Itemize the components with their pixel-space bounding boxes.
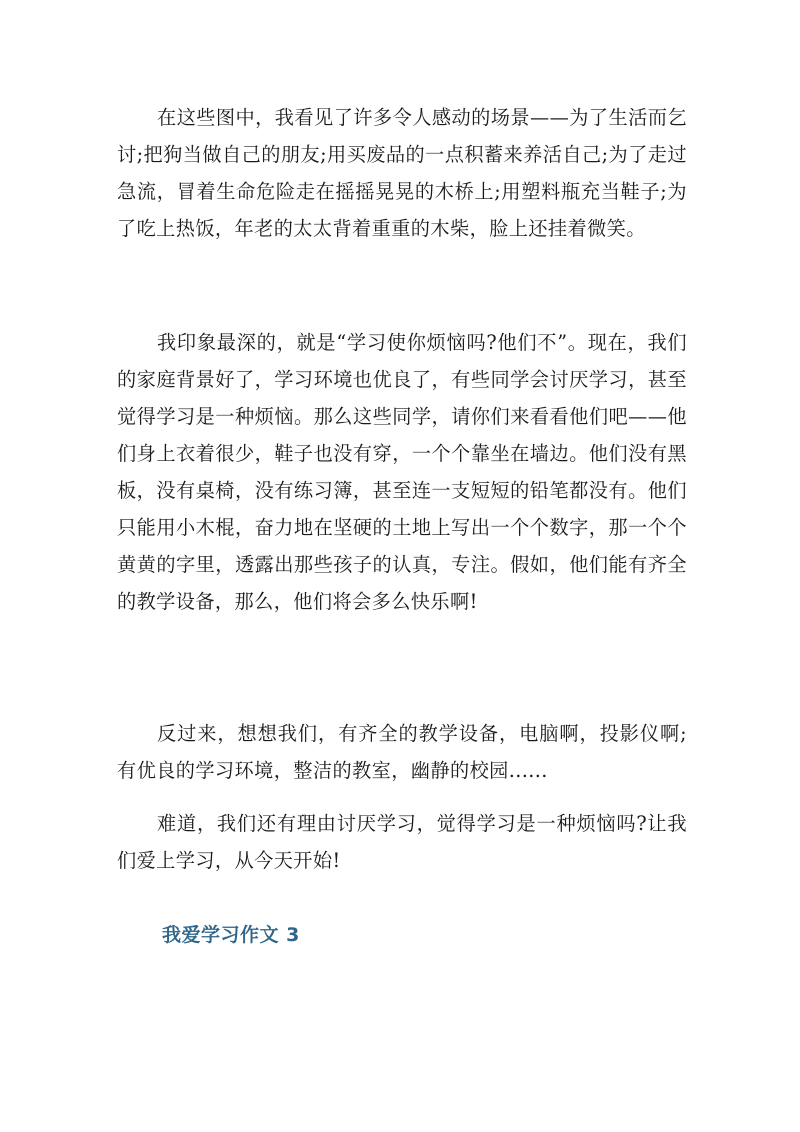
paragraph-conclusion: 难道，我们还有理由讨厌学习，觉得学习是一种烦恼吗?让我们爱上学习，从今天开始!: [117, 812, 687, 872]
section-heading: 我爱学习作文 3: [162, 924, 300, 946]
paragraph-deepest-impression: 我印象最深的，就是“学习使你烦恼吗?他们不”。现在，我们的家庭背景好了，学习环境也优良了，有些同学会讨厌学习，甚至觉得学习是一种烦恼。那么这些同学，请你们来看看他们吧——他们身上衣着很少，鞋子也没有穿，一个个靠坐在墙边。他们没有黑板，没有桌椅，没有练习簿，甚至连一支短短的铅笔都没有。他们只能用小木棍，奋力地在坚硬的土地上写出一个个数字，那一个个黄黄的字里，透露出那些孩子的认真，专注。假如，他们能有齐全的教学设备，那么，他们将会多么快乐啊!: [117, 331, 687, 613]
paragraph-scenes: 在这些图中，我看见了许多令人感动的场景——为了生活而乞讨;把狗当做自己的朋友;用买废品的一点积蓄来养活自己;为了走过急流，冒着生命危险走在摇摇晃晃的木桥上;用塑料瓶充当鞋子;为了吃上热饭，年老的太太背着重重的木柴，脸上还挂着微笑。: [117, 106, 687, 240]
paragraph-contrast: 反过来，想想我们，有齐全的教学设备，电脑啊，投影仪啊;有优良的学习环境，整洁的教室，幽静的校园......: [117, 722, 687, 782]
